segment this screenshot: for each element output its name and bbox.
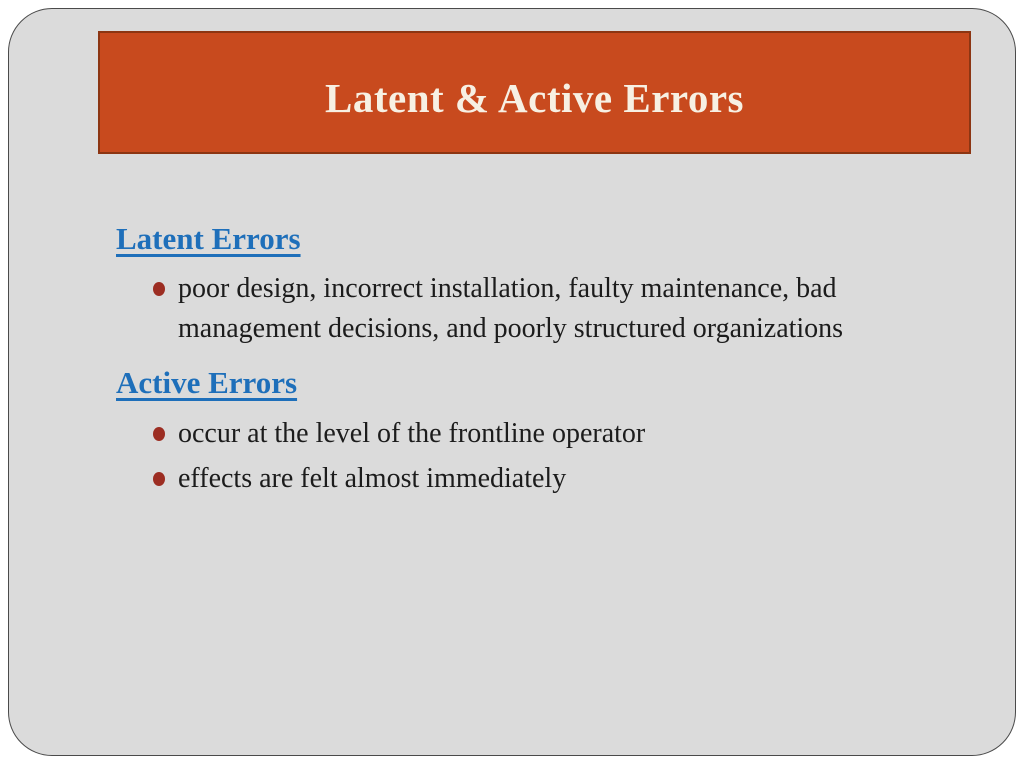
slide-background	[8, 8, 1016, 756]
list-item	[153, 459, 946, 499]
bullet-text: occur at the level of the frontline operator	[178, 418, 646, 450]
section-active-errors	[116, 365, 946, 500]
bullet-icon	[153, 282, 165, 296]
section-heading-latent: Latent Errors	[116, 221, 301, 256]
title-banner	[98, 31, 971, 154]
slide-content	[116, 221, 946, 515]
bullet-icon	[153, 472, 165, 486]
bullet-list-latent	[116, 269, 946, 349]
slide-title: Latent & Active Errors	[325, 74, 744, 121]
bullet-text: poor design, incorrect installation, faulty maintenance, bad management decisions, and poorly structured organizations	[178, 272, 844, 344]
list-item	[153, 269, 946, 349]
section-heading-active: Active Errors	[116, 364, 298, 400]
list-item	[153, 414, 946, 454]
bullet-icon	[153, 427, 165, 441]
section-latent-errors	[116, 221, 946, 349]
bullet-text: effects are felt almost immediately	[178, 463, 567, 495]
bullet-list-active	[116, 414, 946, 499]
